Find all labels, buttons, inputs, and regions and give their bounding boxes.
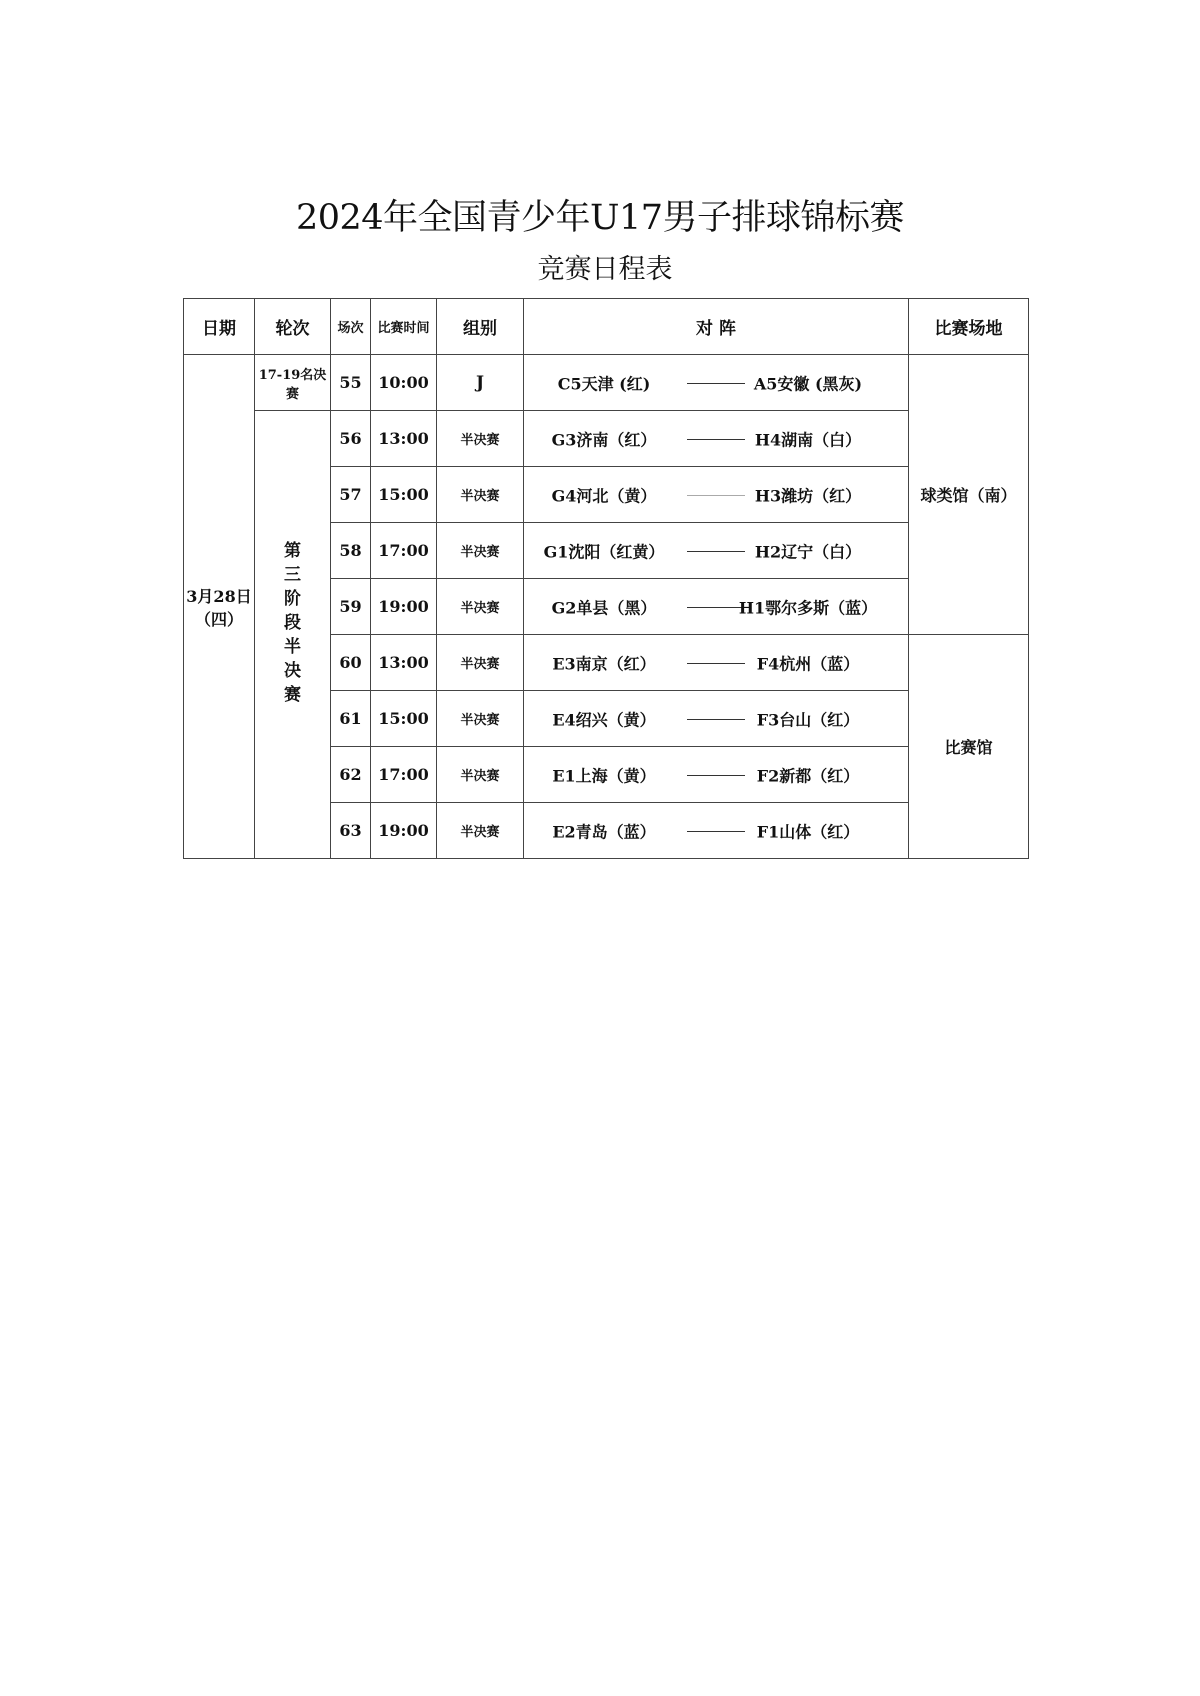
match-group: J	[437, 355, 524, 411]
match-no: 61	[331, 691, 371, 747]
match-time: 17:00	[371, 747, 437, 803]
matchup-cell	[524, 691, 909, 747]
venue-ball-hall: 球类馆（南）	[909, 355, 1029, 635]
table-row	[184, 355, 1029, 411]
team-a: E2青岛（蓝）	[552, 822, 656, 841]
match-group: 半决赛	[437, 523, 524, 579]
matchup-cell	[524, 523, 909, 579]
round-char: 赛	[284, 684, 301, 705]
matchup-cell	[524, 579, 909, 635]
match-no: 60	[331, 635, 371, 691]
date-cell	[184, 355, 255, 859]
round-char: 第	[284, 540, 301, 561]
team-b: F1山体（红）	[756, 822, 860, 841]
team-a: C5天津 (红)	[557, 374, 651, 393]
date-day: 3月28日	[186, 586, 252, 606]
round-char: 三	[284, 564, 301, 585]
match-group: 半决赛	[437, 803, 524, 859]
match-time: 15:00	[371, 467, 437, 523]
document-subtitle: 竞赛日程表	[537, 254, 673, 285]
round-placement: 17-19名决赛	[255, 355, 331, 411]
team-a: G3济南（红）	[551, 430, 657, 449]
team-a: G4河北（黄）	[551, 486, 657, 505]
matchup-cell	[524, 747, 909, 803]
match-no: 62	[331, 747, 371, 803]
header-match-no: 场次	[331, 299, 371, 355]
team-b: H1鄂尔多斯（蓝）	[738, 598, 878, 617]
round-char: 半	[284, 636, 301, 657]
matchup-cell	[524, 355, 909, 411]
match-no: 63	[331, 803, 371, 859]
match-no: 57	[331, 467, 371, 523]
matchup-cell	[524, 467, 909, 523]
round-semifinal	[255, 411, 331, 859]
team-a: E1上海（黄）	[552, 766, 656, 785]
matchup-cell	[524, 635, 909, 691]
match-no: 58	[331, 523, 371, 579]
date-weekday: （四）	[194, 609, 243, 629]
header-row	[184, 299, 1029, 355]
team-b: F3台山（红）	[756, 710, 860, 729]
schedule-table	[183, 298, 1029, 859]
match-group: 半决赛	[437, 411, 524, 467]
match-time: 13:00	[371, 635, 437, 691]
team-b: H2辽宁（白）	[754, 542, 862, 561]
match-group: 半决赛	[437, 747, 524, 803]
match-time: 17:00	[371, 523, 437, 579]
match-group: 半决赛	[437, 691, 524, 747]
team-a: E3南京（红）	[552, 654, 656, 673]
team-a: G2单县（黑）	[551, 598, 657, 617]
header-venue: 比赛场地	[909, 299, 1029, 355]
match-time: 19:00	[371, 803, 437, 859]
team-b: A5安徽 (黑灰)	[753, 374, 863, 393]
round-char: 段	[284, 612, 301, 633]
team-b: H4湖南（白）	[754, 430, 862, 449]
header-matchup: 对 阵	[524, 299, 909, 355]
venue-arena: 比赛馆	[909, 635, 1029, 859]
match-group: 半决赛	[437, 579, 524, 635]
match-time: 19:00	[371, 579, 437, 635]
header-time: 比赛时间	[371, 299, 437, 355]
team-a: E4绍兴（黄）	[552, 710, 656, 729]
match-group: 半决赛	[437, 467, 524, 523]
team-b: H3潍坊（红）	[754, 486, 862, 505]
document-title: 2024年全国青少年U17男子排球锦标赛	[295, 198, 905, 238]
match-time: 13:00	[371, 411, 437, 467]
round-char: 阶	[284, 588, 301, 609]
match-no: 56	[331, 411, 371, 467]
matchup-cell	[524, 803, 909, 859]
header-group: 组别	[437, 299, 524, 355]
team-b: F4杭州（蓝）	[756, 654, 860, 673]
team-b: F2新都（红）	[756, 766, 860, 785]
table-row	[184, 411, 1029, 467]
matchup-cell	[524, 411, 909, 467]
team-a: G1沈阳（红黄）	[543, 542, 665, 561]
header-round: 轮次	[255, 299, 331, 355]
round-char: 决	[284, 660, 301, 681]
header-date: 日期	[184, 299, 255, 355]
match-time: 15:00	[371, 691, 437, 747]
match-no: 55	[331, 355, 371, 411]
match-no: 59	[331, 579, 371, 635]
match-time: 10:00	[371, 355, 437, 411]
match-group: 半决赛	[437, 635, 524, 691]
